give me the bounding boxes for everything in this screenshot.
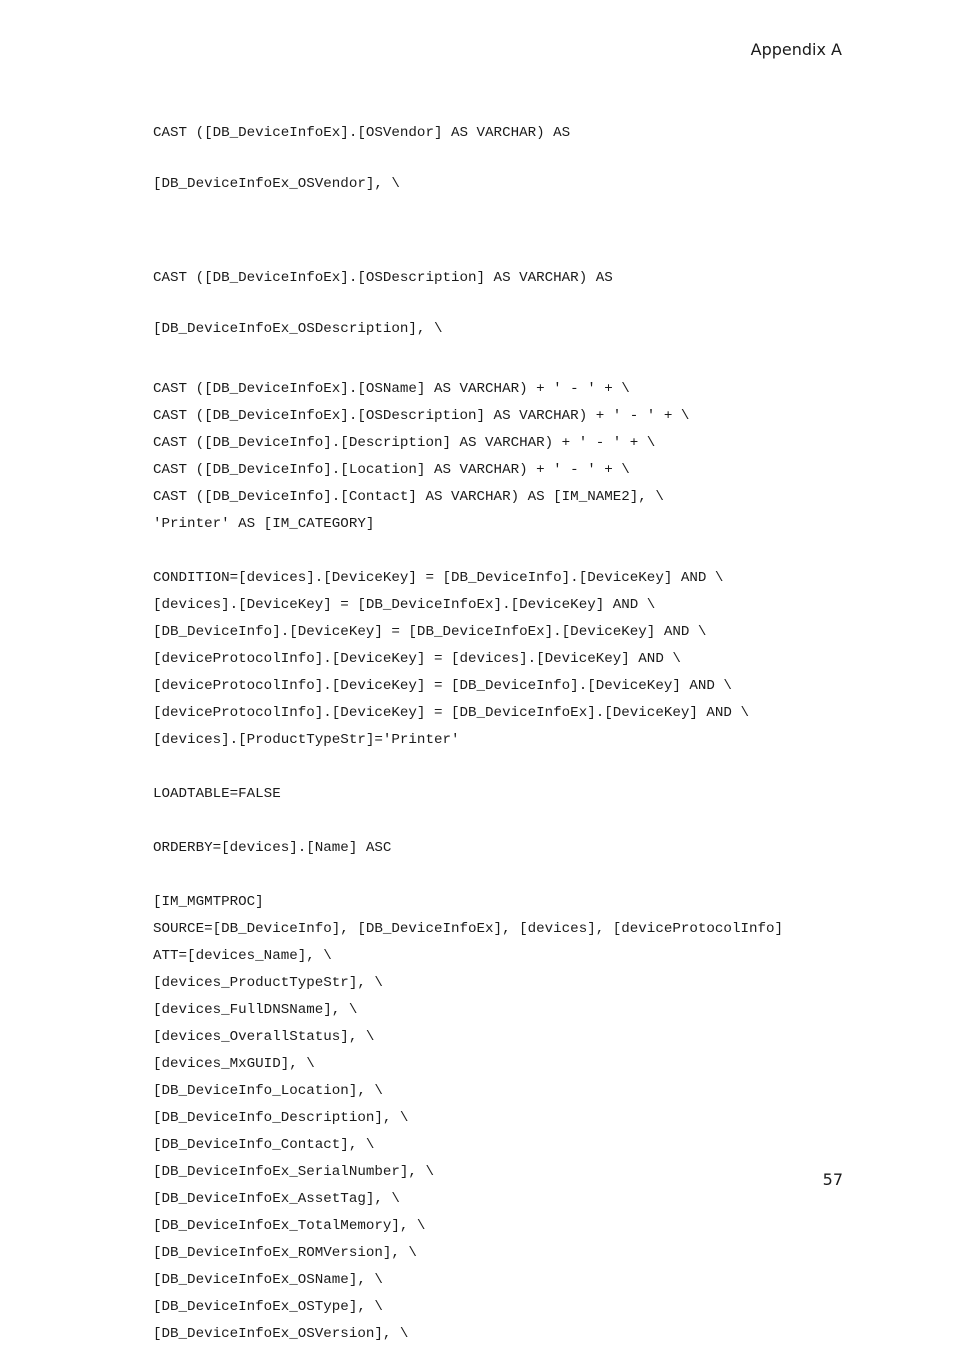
code-line: CAST ([DB_DeviceInfoEx].[OSDescription] AS VARCHAR) + ' - ' + \ xyxy=(153,408,690,424)
code-line: CAST ([DB_DeviceInfoEx].[OSName] AS VARCHAR) + ' - ' + \ xyxy=(153,381,630,397)
code-line: ATT=[devices_Name], \ xyxy=(153,948,332,964)
blank-line xyxy=(153,813,853,840)
blank-line xyxy=(153,867,853,894)
code-line: CONDITION=[devices].[DeviceKey] = [DB_DeviceInfo].[DeviceKey] AND \ xyxy=(153,570,724,586)
code-line: 'Printer' AS [IM_CATEGORY] xyxy=(153,516,375,532)
code-line: [DB_DeviceInfoEx_SerialNumber], \ xyxy=(153,1164,434,1180)
code-line: [DB_DeviceInfoEx_OSVersion], \ xyxy=(153,1326,409,1342)
code-line: LOADTABLE=FALSE xyxy=(153,786,281,802)
code-line: [deviceProtocolInfo].[DeviceKey] = [DB_DeviceInfo].[DeviceKey] AND \ xyxy=(153,678,732,694)
code-line xyxy=(153,91,853,227)
code-line: [devices].[DeviceKey] = [DB_DeviceInfoEx].[DeviceKey] AND \ xyxy=(153,597,656,613)
code-line: [DB_DeviceInfo_Contact], \ xyxy=(153,1137,375,1153)
code-line: [devices_FullDNSName], \ xyxy=(153,1002,358,1018)
code-line: [DB_DeviceInfo_Description], \ xyxy=(153,1110,409,1126)
code-line: [DB_DeviceInfoEx_ROMVersion], \ xyxy=(153,1245,417,1261)
code-line: CAST ([DB_DeviceInfo].[Location] AS VARCHAR) + ' - ' + \ xyxy=(153,462,630,478)
code-line: [DB_DeviceInfoEx_AssetTag], \ xyxy=(153,1191,400,1207)
code-line: SOURCE=[DB_DeviceInfo], [DB_DeviceInfoEx], [devices], [deviceProtocolInfo] xyxy=(153,921,784,937)
code-listing xyxy=(153,91,853,1353)
code-line-part: CAST ([DB_DeviceInfoEx].[OSDescription] AS VARCHAR) AS xyxy=(153,270,613,286)
code-line: [DB_DeviceInfoEx_TotalMemory], \ xyxy=(153,1218,426,1234)
code-line: [devices_ProductTypeStr], \ xyxy=(153,975,383,991)
code-line: [DB_DeviceInfo_Location], \ xyxy=(153,1083,383,1099)
code-line: [devices_OverallStatus], \ xyxy=(153,1029,375,1045)
blank-line xyxy=(153,759,853,786)
blank-line xyxy=(153,543,853,570)
code-line-part: [DB_DeviceInfoEx_OSVendor], \ xyxy=(153,176,400,192)
code-line: [deviceProtocolInfo].[DeviceKey] = [DB_DeviceInfoEx].[DeviceKey] AND \ xyxy=(153,705,749,721)
code-line: [DB_DeviceInfo].[DeviceKey] = [DB_DeviceInfoEx].[DeviceKey] AND \ xyxy=(153,624,707,640)
page-header: Appendix A xyxy=(750,40,842,59)
page-number: 57 xyxy=(822,1170,843,1189)
code-line: [DB_DeviceInfoEx_OSName], \ xyxy=(153,1272,383,1288)
code-line-part: [DB_DeviceInfoEx_OSDescription], \ xyxy=(153,321,443,337)
code-line: [IM_MGMTPROC] xyxy=(153,894,264,910)
code-line: [deviceProtocolInfo].[DeviceKey] = [devices].[DeviceKey] AND \ xyxy=(153,651,681,667)
code-line: [DB_DeviceInfoEx_OSType], \ xyxy=(153,1299,383,1315)
code-line: ORDERBY=[devices].[Name] ASC xyxy=(153,840,392,856)
code-line: CAST ([DB_DeviceInfo].[Description] AS VARCHAR) + ' - ' + \ xyxy=(153,435,656,451)
code-line: CAST ([DB_DeviceInfo].[Contact] AS VARCHAR) AS [IM_NAME2], \ xyxy=(153,489,664,505)
code-line: [devices].[ProductTypeStr]='Printer' xyxy=(153,732,460,748)
code-lines xyxy=(153,381,853,1353)
code-line: [devices_MxGUID], \ xyxy=(153,1056,315,1072)
code-line-part: CAST ([DB_DeviceInfoEx].[OSVendor] AS VARCHAR) AS xyxy=(153,125,571,141)
code-line xyxy=(153,236,853,372)
